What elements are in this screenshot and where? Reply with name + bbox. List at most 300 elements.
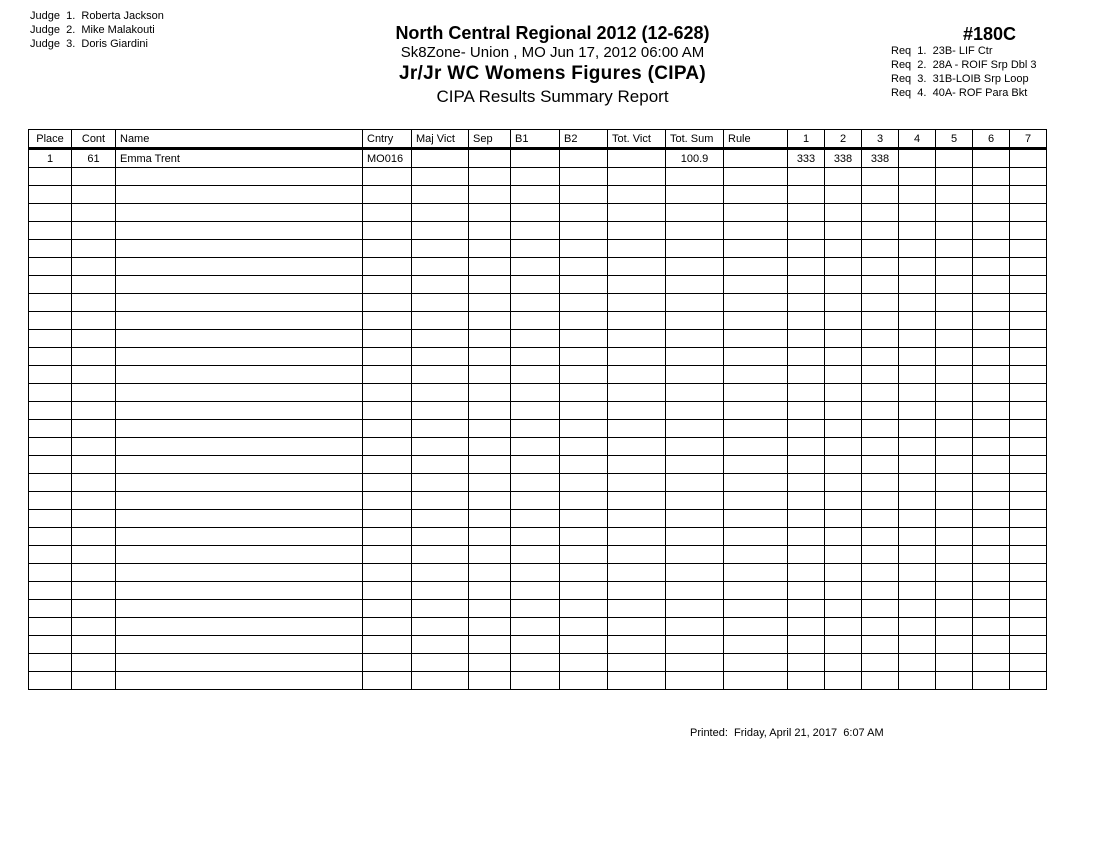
table-cell <box>412 456 469 474</box>
table-cell <box>666 474 724 492</box>
table-cell <box>608 384 666 402</box>
table-cell <box>825 366 862 384</box>
table-row <box>29 204 1047 222</box>
table-cell <box>788 528 825 546</box>
table-cell <box>116 330 363 348</box>
table-cell <box>72 186 116 204</box>
table-cell <box>412 330 469 348</box>
table-cell <box>560 402 608 420</box>
table-cell <box>899 510 936 528</box>
table-cell <box>469 366 511 384</box>
table-cell <box>511 240 560 258</box>
table-cell <box>1010 402 1047 420</box>
table-cell <box>936 528 973 546</box>
table-cell <box>116 564 363 582</box>
table-cell <box>363 600 412 618</box>
table-cell <box>973 636 1010 654</box>
table-cell <box>1010 258 1047 276</box>
table-row <box>29 312 1047 330</box>
table-cell <box>608 420 666 438</box>
table-cell <box>1010 618 1047 636</box>
table-cell <box>511 330 560 348</box>
table-cell <box>511 672 560 690</box>
table-cell <box>862 402 899 420</box>
table-cell <box>363 312 412 330</box>
table-cell <box>511 276 560 294</box>
table-cell <box>29 312 72 330</box>
table-cell <box>666 582 724 600</box>
table-cell <box>608 366 666 384</box>
table-cell <box>116 546 363 564</box>
table-cell <box>666 204 724 222</box>
table-cell <box>608 276 666 294</box>
table-cell <box>666 510 724 528</box>
table-cell <box>412 294 469 312</box>
table-cell <box>560 384 608 402</box>
table-cell: 333 <box>788 149 825 168</box>
table-cell <box>973 402 1010 420</box>
table-cell <box>1010 510 1047 528</box>
table-cell <box>29 258 72 276</box>
table-cell <box>899 492 936 510</box>
table-cell <box>469 528 511 546</box>
table-cell <box>608 348 666 366</box>
table-cell <box>724 672 788 690</box>
column-header: Maj Vict <box>412 130 469 149</box>
table-cell <box>116 492 363 510</box>
table-cell <box>788 402 825 420</box>
table-row <box>29 582 1047 600</box>
table-cell <box>936 636 973 654</box>
table-cell <box>788 600 825 618</box>
table-cell <box>363 222 412 240</box>
table-cell <box>936 348 973 366</box>
column-header: 3 <box>862 130 899 149</box>
table-cell <box>469 222 511 240</box>
table-cell <box>825 672 862 690</box>
table-cell <box>973 600 1010 618</box>
table-cell <box>511 366 560 384</box>
column-header: Rule <box>724 130 788 149</box>
table-cell <box>560 672 608 690</box>
table-cell <box>936 582 973 600</box>
table-cell <box>862 672 899 690</box>
table-cell <box>1010 582 1047 600</box>
table-cell <box>560 492 608 510</box>
table-cell <box>788 438 825 456</box>
table-cell <box>412 474 469 492</box>
table-row <box>29 438 1047 456</box>
table-cell <box>1010 528 1047 546</box>
table-cell <box>363 276 412 294</box>
table-cell <box>116 618 363 636</box>
table-cell <box>363 636 412 654</box>
table-cell <box>899 420 936 438</box>
table-cell <box>825 258 862 276</box>
table-cell <box>412 240 469 258</box>
table-cell <box>666 456 724 474</box>
table-row <box>29 348 1047 366</box>
table-cell <box>724 618 788 636</box>
table-header-row <box>29 130 1047 149</box>
table-cell <box>363 564 412 582</box>
table-cell <box>412 492 469 510</box>
table-cell <box>862 348 899 366</box>
table-row <box>29 384 1047 402</box>
table-cell <box>469 186 511 204</box>
table-cell <box>511 618 560 636</box>
table-cell <box>936 330 973 348</box>
table-cell <box>29 474 72 492</box>
table-cell <box>560 654 608 672</box>
table-cell <box>1010 564 1047 582</box>
table-cell <box>724 510 788 528</box>
table-cell <box>116 168 363 186</box>
table-cell <box>1010 366 1047 384</box>
table-cell <box>116 294 363 312</box>
table-cell <box>666 402 724 420</box>
table-cell <box>116 438 363 456</box>
table-cell <box>1010 600 1047 618</box>
table-cell <box>29 186 72 204</box>
column-header: Tot. Sum <box>666 130 724 149</box>
table-row <box>29 294 1047 312</box>
table-cell <box>862 384 899 402</box>
table-cell <box>72 672 116 690</box>
table-row <box>29 366 1047 384</box>
table-cell <box>116 276 363 294</box>
table-cell <box>363 618 412 636</box>
table-cell <box>608 672 666 690</box>
table-cell <box>788 366 825 384</box>
table-cell <box>825 294 862 312</box>
table-cell <box>469 474 511 492</box>
table-cell <box>724 582 788 600</box>
table-cell <box>363 366 412 384</box>
table-cell <box>899 384 936 402</box>
table-cell <box>560 348 608 366</box>
table-cell <box>29 510 72 528</box>
table-cell <box>724 636 788 654</box>
table-cell <box>511 528 560 546</box>
table-cell <box>1010 636 1047 654</box>
table-cell <box>825 330 862 348</box>
table-row <box>29 564 1047 582</box>
table-cell <box>899 618 936 636</box>
table-cell <box>666 546 724 564</box>
table-cell <box>412 420 469 438</box>
table-cell <box>1010 240 1047 258</box>
requirement-1: Req 1. 23B- LIF Ctr <box>891 45 993 57</box>
table-cell <box>72 366 116 384</box>
table-cell <box>412 528 469 546</box>
table-cell <box>724 384 788 402</box>
table-cell <box>825 384 862 402</box>
table-cell <box>363 546 412 564</box>
table-cell <box>560 474 608 492</box>
table-cell <box>608 204 666 222</box>
table-cell: 338 <box>825 149 862 168</box>
table-cell <box>363 204 412 222</box>
table-row <box>29 474 1047 492</box>
table-cell <box>608 636 666 654</box>
table-cell <box>608 600 666 618</box>
table-cell <box>72 240 116 258</box>
table-cell <box>469 618 511 636</box>
column-header: 6 <box>973 130 1010 149</box>
table-cell: MO016 <box>363 149 412 168</box>
table-cell <box>936 258 973 276</box>
table-cell <box>29 222 72 240</box>
table-cell <box>788 330 825 348</box>
table-cell <box>511 222 560 240</box>
table-cell <box>469 654 511 672</box>
table-cell <box>825 618 862 636</box>
table-cell <box>825 312 862 330</box>
table-cell <box>899 258 936 276</box>
column-header: B2 <box>560 130 608 149</box>
table-cell <box>973 654 1010 672</box>
table-cell <box>825 186 862 204</box>
table-row <box>29 149 1047 168</box>
table-cell <box>825 564 862 582</box>
table-cell <box>862 204 899 222</box>
table-cell <box>29 438 72 456</box>
table-cell <box>973 168 1010 186</box>
table-cell <box>412 546 469 564</box>
table-cell <box>936 149 973 168</box>
table-cell <box>608 294 666 312</box>
table-cell <box>936 654 973 672</box>
table-cell <box>1010 456 1047 474</box>
table-cell <box>608 456 666 474</box>
table-cell <box>666 348 724 366</box>
table-cell <box>973 492 1010 510</box>
table-cell <box>1010 546 1047 564</box>
table-cell <box>862 636 899 654</box>
table-cell <box>899 294 936 312</box>
table-cell <box>825 402 862 420</box>
table-cell <box>899 582 936 600</box>
column-header: Place <box>29 130 72 149</box>
table-cell <box>788 168 825 186</box>
table-cell <box>608 312 666 330</box>
table-cell <box>72 492 116 510</box>
table-cell <box>788 456 825 474</box>
table-cell <box>666 222 724 240</box>
table-row <box>29 528 1047 546</box>
table-cell <box>72 276 116 294</box>
table-cell <box>862 294 899 312</box>
table-cell <box>1010 149 1047 168</box>
table-cell <box>412 510 469 528</box>
table-row <box>29 546 1047 564</box>
table-cell <box>560 528 608 546</box>
table-cell <box>469 510 511 528</box>
table-row <box>29 240 1047 258</box>
report-title-block <box>300 22 805 108</box>
table-cell <box>724 546 788 564</box>
table-cell <box>469 294 511 312</box>
table-cell <box>72 582 116 600</box>
table-cell <box>29 654 72 672</box>
table-cell <box>116 510 363 528</box>
table-cell <box>936 402 973 420</box>
table-cell <box>412 384 469 402</box>
table-cell <box>469 438 511 456</box>
table-cell <box>1010 204 1047 222</box>
table-cell <box>511 636 560 654</box>
table-cell <box>973 384 1010 402</box>
table-row <box>29 618 1047 636</box>
table-cell <box>511 654 560 672</box>
table-cell <box>560 636 608 654</box>
table-cell <box>1010 474 1047 492</box>
table-cell <box>29 168 72 186</box>
table-cell <box>862 276 899 294</box>
column-header: B1 <box>511 130 560 149</box>
table-cell <box>72 510 116 528</box>
table-row <box>29 168 1047 186</box>
table-cell <box>1010 276 1047 294</box>
table-cell <box>608 402 666 420</box>
table-cell <box>862 582 899 600</box>
table-cell <box>29 528 72 546</box>
table-cell <box>469 258 511 276</box>
table-cell <box>511 456 560 474</box>
table-cell <box>469 276 511 294</box>
table-cell <box>363 456 412 474</box>
column-header: Name <box>116 130 363 149</box>
table-cell <box>363 474 412 492</box>
table-cell <box>608 240 666 258</box>
table-cell <box>511 168 560 186</box>
table-cell <box>72 420 116 438</box>
table-cell <box>1010 312 1047 330</box>
table-cell <box>469 330 511 348</box>
table-cell <box>899 276 936 294</box>
table-row <box>29 330 1047 348</box>
table-cell <box>788 582 825 600</box>
table-cell <box>899 312 936 330</box>
table-cell <box>899 654 936 672</box>
table-cell <box>862 456 899 474</box>
table-cell <box>469 348 511 366</box>
table-cell <box>899 546 936 564</box>
requirement-3: Req 3. 31B-LOIB Srp Loop <box>891 73 1029 85</box>
table-cell <box>412 149 469 168</box>
table-cell <box>412 168 469 186</box>
table-cell <box>511 294 560 312</box>
table-cell <box>899 600 936 618</box>
table-cell <box>469 168 511 186</box>
table-cell <box>72 528 116 546</box>
table-cell <box>973 348 1010 366</box>
table-cell <box>412 564 469 582</box>
table-cell <box>363 168 412 186</box>
table-cell <box>72 654 116 672</box>
table-cell <box>469 312 511 330</box>
table-cell <box>899 528 936 546</box>
column-header: 5 <box>936 130 973 149</box>
table-cell <box>724 312 788 330</box>
table-cell <box>116 672 363 690</box>
table-cell <box>973 240 1010 258</box>
table-cell <box>825 222 862 240</box>
judge-3: Judge 3. Doris Giardini <box>30 38 148 50</box>
table-cell <box>666 276 724 294</box>
table-cell <box>666 384 724 402</box>
table-cell <box>511 582 560 600</box>
table-cell <box>666 654 724 672</box>
table-cell <box>862 258 899 276</box>
table-cell <box>29 582 72 600</box>
table-cell <box>560 546 608 564</box>
table-cell <box>72 438 116 456</box>
table-row <box>29 276 1047 294</box>
table-cell <box>973 474 1010 492</box>
table-cell <box>862 168 899 186</box>
table-cell <box>511 186 560 204</box>
table-cell <box>72 294 116 312</box>
table-cell <box>363 294 412 312</box>
table-cell <box>666 564 724 582</box>
table-cell <box>412 672 469 690</box>
table-cell <box>936 186 973 204</box>
column-header: Cont <box>72 130 116 149</box>
requirements-list <box>891 44 1037 100</box>
table-cell <box>1010 672 1047 690</box>
table-row <box>29 636 1047 654</box>
table-cell <box>116 654 363 672</box>
table-cell <box>788 474 825 492</box>
table-cell <box>788 348 825 366</box>
table-cell <box>511 546 560 564</box>
table-cell <box>825 276 862 294</box>
table-cell <box>825 438 862 456</box>
table-cell <box>412 636 469 654</box>
table-cell <box>862 492 899 510</box>
table-cell <box>788 222 825 240</box>
table-row <box>29 402 1047 420</box>
table-cell <box>788 654 825 672</box>
judge-1: Judge 1. Roberta Jackson <box>30 10 164 22</box>
table-cell <box>72 168 116 186</box>
table-cell <box>936 672 973 690</box>
table-cell <box>899 438 936 456</box>
table-cell <box>973 456 1010 474</box>
table-cell <box>724 438 788 456</box>
table-cell <box>608 186 666 204</box>
table-cell <box>862 366 899 384</box>
table-cell <box>560 222 608 240</box>
table-cell <box>72 312 116 330</box>
table-cell <box>899 348 936 366</box>
table-cell <box>511 149 560 168</box>
table-cell <box>973 204 1010 222</box>
table-cell <box>666 528 724 546</box>
table-cell <box>29 672 72 690</box>
table-cell <box>29 636 72 654</box>
table-cell <box>788 384 825 402</box>
table-cell <box>363 672 412 690</box>
table-cell <box>72 384 116 402</box>
table-cell <box>724 186 788 204</box>
table-cell <box>560 510 608 528</box>
table-cell <box>469 582 511 600</box>
table-cell <box>899 204 936 222</box>
table-cell <box>862 312 899 330</box>
